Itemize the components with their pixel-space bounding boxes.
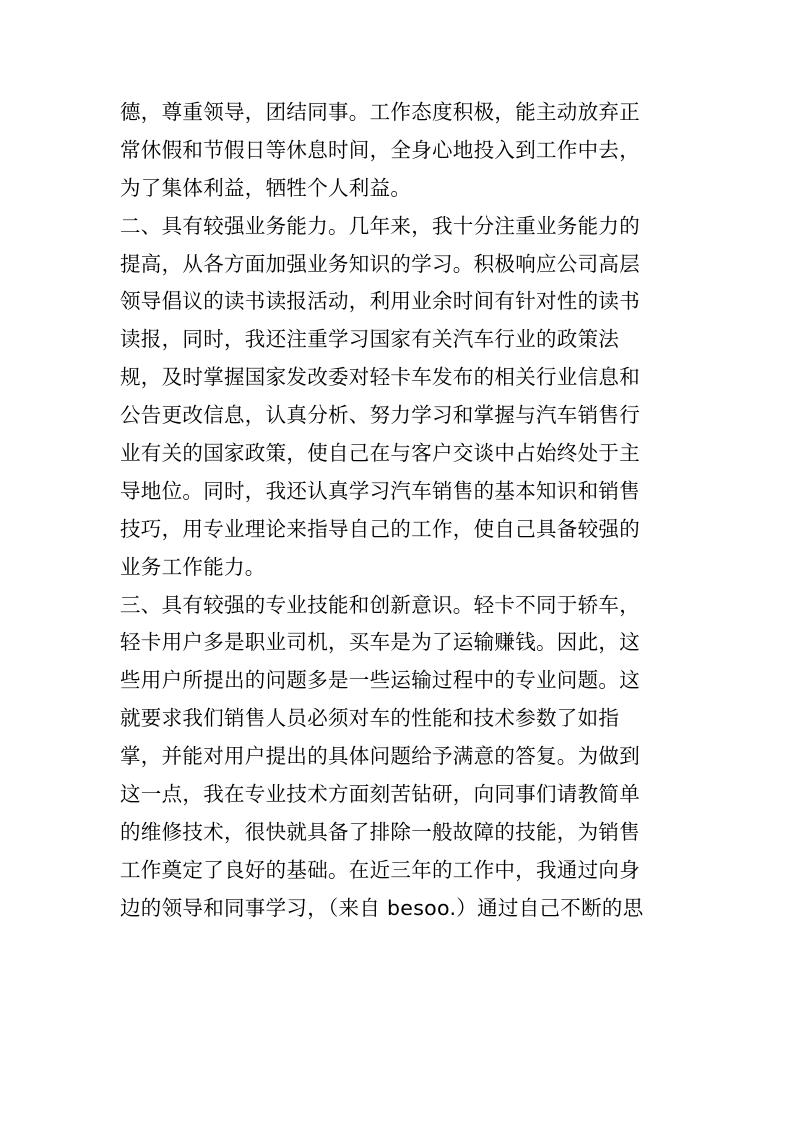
text-line: 提高，从各方面加强业务知识的学习。积极响应公司高层 — [120, 251, 640, 276]
text-line: 规，及时掌握国家发改委对轻卡车发布的相关行业信息和 — [120, 365, 640, 390]
text-line: 的维修技术，很快就具备了排除一般故障的技能，为销售 — [120, 819, 640, 844]
text-line: 领导倡议的读书读报活动，利用业余时间有针对性的读书 — [120, 289, 640, 314]
text-line: 公告更改信息，认真分析、努力学习和掌握与汽车销售行 — [120, 403, 640, 428]
text-line: 业有关的国家政策，使自己在与客户交谈中占始终处于主 — [120, 441, 640, 466]
text-line: 边的领导和同事学习，（来自 besoo.）通过自己不断的思 — [120, 895, 644, 920]
text-line: 这一点，我在专业技术方面刻苦钻研，向同事们请教简单 — [120, 782, 640, 807]
text-line: 轻卡用户多是职业司机，买车是为了运输赚钱。因此，这 — [120, 630, 640, 655]
text-line: 导地位。同时，我还认真学习汽车销售的基本知识和销售 — [120, 478, 640, 503]
text-line: 为了集体利益，牺牲个人利益。 — [120, 175, 412, 200]
text-line: 三、具有较强的专业技能和创新意识。轻卡不同于轿车， — [120, 592, 640, 617]
text-line: 工作奠定了良好的基础。在近三年的工作中，我通过向身 — [120, 857, 640, 882]
text-line: 技巧，用专业理论来指导自己的工作，使自己具备较强的 — [120, 516, 640, 541]
text-line: 业务工作能力。 — [120, 554, 266, 579]
text-line: 常休假和节假日等休息时间，全身心地投入到工作中去， — [120, 137, 640, 162]
text-line: 就要求我们销售人员必须对车的性能和技术参数了如指 — [120, 706, 620, 731]
text-line: 二、具有较强业务能力。几年来，我十分注重业务能力的 — [120, 213, 640, 238]
text-line: 读报，同时，我还注重学习国家有关汽车行业的政策法 — [120, 327, 620, 352]
body-text — [120, 94, 680, 928]
text-line: 德，尊重领导，团结同事。工作态度积极，能主动放弃正 — [120, 100, 640, 124]
text-line: 些用户所提出的问题多是一些运输过程中的专业问题。这 — [120, 668, 640, 693]
text-line: 掌，并能对用户提出的具体问题给予满意的答复。为做到 — [120, 744, 640, 769]
